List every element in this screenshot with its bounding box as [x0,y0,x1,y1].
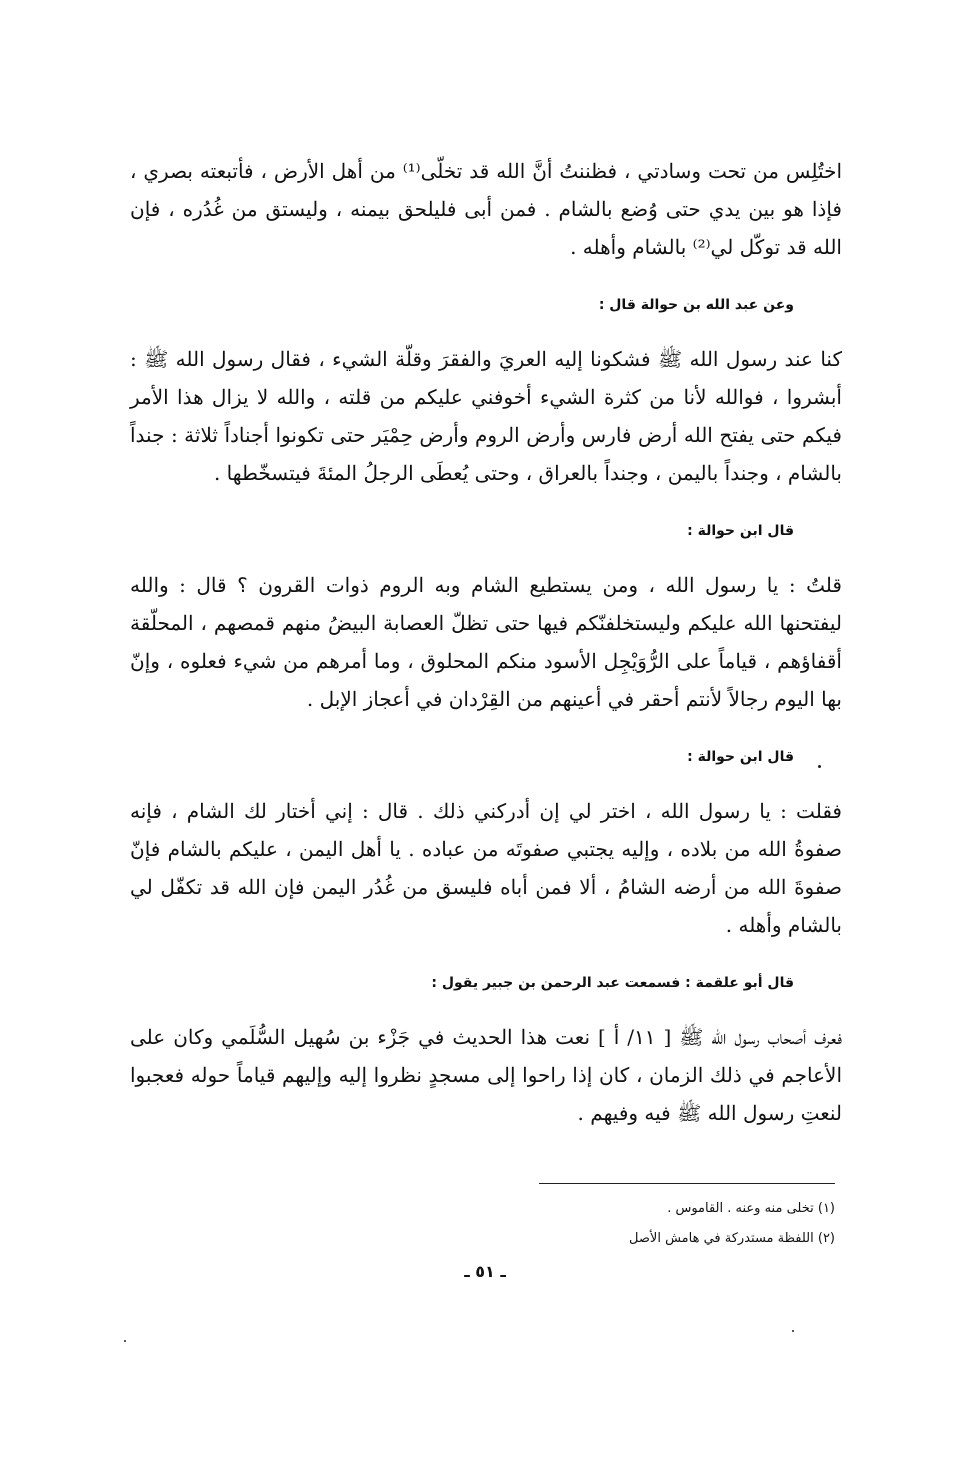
scan-speck [792,1330,794,1332]
footnote-divider [539,1183,835,1184]
page-number: ـ ٥١ ـ [464,1262,506,1281]
section-heading-2: قال ابن حوالة : [687,523,794,539]
section-heading-3: قال ابن حوالة : [687,749,794,765]
body-paragraph-3: قلتُ : يا رسول الله ، ومن يستطيع الشام وبه الروم ذوات القرون ؟ قال : والله ليفتحنها الله عليكم وليستخلفنّكم فيها حتى تظلّ العصابة البيضُ منهم قمصهم ، المحلّقة أقفاؤهم ، قياماً على الرُّوَيْجِل الأسود منكم المحلوق ، وما أمرهم من شيء فعلوه ، وإنّ بها اليوم رجالاً لأنتم أحقر في أعينهم من القِرْدان في أعجاز الإبل . [130,573,842,711]
footnotes [435,1194,835,1254]
scan-speck [124,1340,126,1342]
body-paragraph-5: فعرف أصحاب رسول الله ﷺ [ ١١/ أ ] نعت هذا الحديث في جَزْء بن سُهيل السُّلَمي وكان على الأعاجم في ذلك الزمان ، كان إذا راحوا إلى مسجدٍ نظروا إليه وإليهم قياماً حوله فعجبوا لنعتِ رسول الله ﷺ فيه وفيهم . [130,1025,842,1125]
section-heading-4: قال أبو علقمة : فسمعت عبد الرحمن بن جبير يقول : [431,975,794,991]
footnote-2: (٢) اللفظة مستدركة في هامش الأصل [629,1231,835,1246]
body-paragraph-4: فقلت : يا رسول الله ، اختر لي إن أدركني ذلك . قال : إني أختار لك الشام ، فإنه صفوةُ الله من بلاده ، وإليه يجتبي صفوتَه من عباده . يا أهل اليمن ، عليكم بالشام فإنّ صفوةَ الله من أرضه الشامُ ، ألا فمن أباه فليسق من غُدُر اليمن فإن الله قد تكفّل لي بالشام وأهله . [130,799,842,937]
page-body [130,152,842,1132]
body-paragraph-1: اختُلِس من تحت وسادتي ، فظننتُ أنَّ الله قد تخلّى⁽¹⁾ من أهل الأرض ، فأتبعته بصري ، فإذا هو بين يدي حتى وُضع بالشام . فمن أبى فليلحق بيمنه ، وليستق من غُدُره ، فإن الله قد توكّل لي⁽²⁾ بالشام وأهله . [130,159,842,259]
scan-speck [818,765,821,768]
body-paragraph-2: كنا عند رسول الله ﷺ فشكونا إليه العريَ والفقرَ وقلّة الشيء ، فقال رسول الله ﷺ : أبشروا ، فوالله لأنا من كثرة الشيء أخوفني عليكم من قلته ، والله لا يزال هذا الأمر فيكم حتى يفتح الله أرض فارس وأرض الروم وأرض حِمْيَر حتى تكونوا أجناداً ثلاثة : جنداً بالشام ، وجنداً باليمن ، وجنداً بالعراق ، وحتى يُعطَى الرجلُ المئةَ فيتسخّطها . [130,347,842,485]
footnote-1: (١) تخلى منه وعنه . القاموس . [667,1201,835,1216]
section-heading-1: وعن عبد الله بن حوالة قال : [598,297,794,313]
